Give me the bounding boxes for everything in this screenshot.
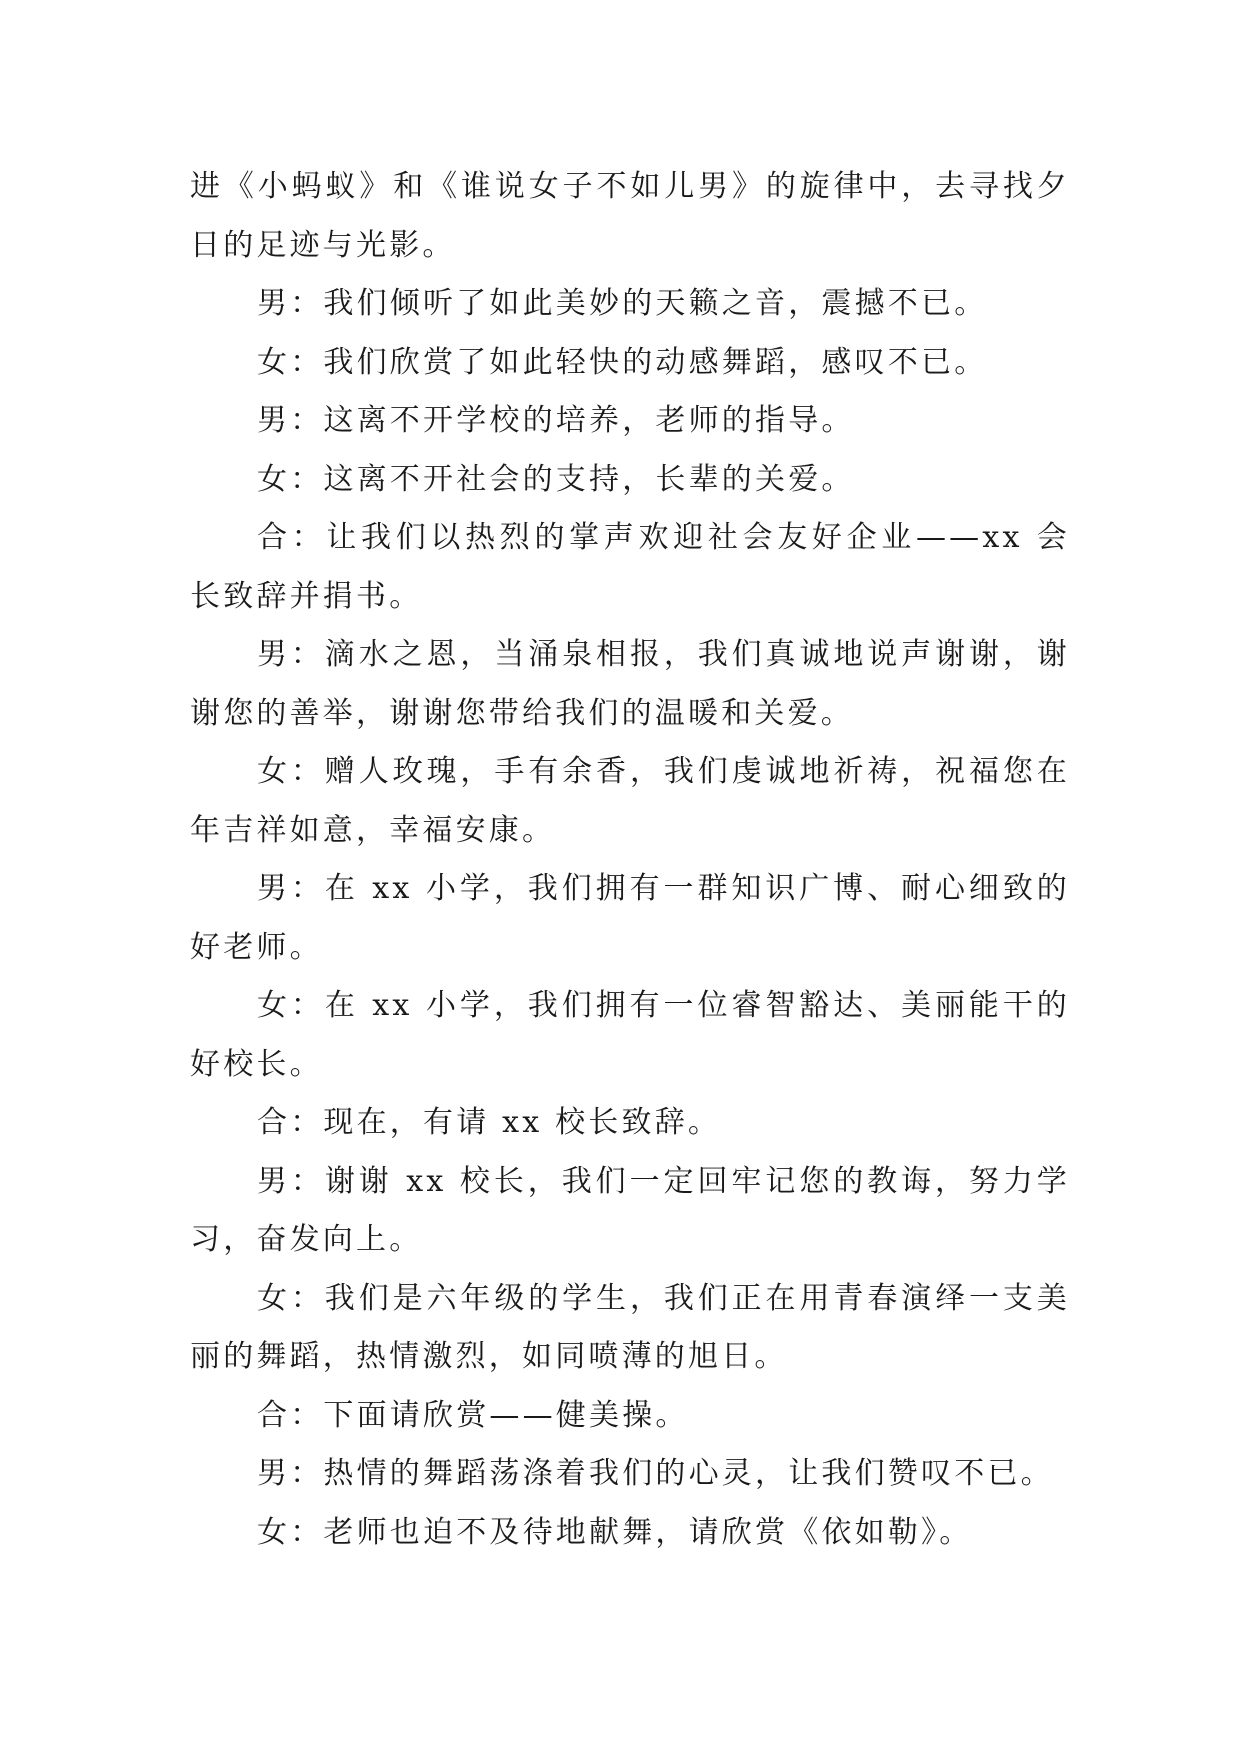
paragraph: 男：谢谢 xx 校长，我们一定回牢记您的教诲，努力学习，奋发向上。	[190, 1163, 1070, 1257]
paragraph: 女：赠人玫瑰，手有余香，我们虔诚地祈祷，祝福您在年吉祥如意，幸福安康。	[190, 754, 1070, 848]
paragraph: 男：热情的舞蹈荡涤着我们的心灵，让我们赞叹不已。	[257, 1456, 1054, 1491]
paragraph: 男：滴水之恩，当涌泉相报，我们真诚地说声谢谢，谢谢您的善举，谢谢您带给我们的温暖和关爱。	[190, 637, 1070, 731]
paragraph: 女：我们欣赏了如此轻快的动感舞蹈，感叹不已。	[257, 344, 988, 380]
paragraph: 女：在 xx 小学，我们拥有一位睿智豁达、美丽能干的好校长。	[190, 988, 1070, 1082]
paragraph: 女：我们是六年级的学生，我们正在用青春演绎一支美丽的舞蹈，热情激烈，如同喷薄的旭日。	[190, 1280, 1070, 1374]
paragraph: 男：在 xx 小学，我们拥有一群知识广博、耐心细致的好老师。	[190, 871, 1070, 965]
paragraph: 进《小蚂蚁》和《谁说女子不如儿男》的旋律中，去寻找夕日的足迹与光影。	[190, 169, 1070, 263]
paragraph: 女：这离不开社会的支持，长辈的关爱。	[257, 461, 855, 497]
document-body	[190, 158, 1070, 1562]
paragraph: 合：现在，有请 xx 校长致辞。	[257, 1105, 722, 1140]
paragraph: 男：这离不开学校的培养，老师的指导。	[257, 403, 855, 438]
paragraph: 合：让我们以热烈的掌声欢迎社会友好企业——xx 会长致辞并捐书。	[190, 520, 1070, 614]
paragraph: 合：下面请欣赏——健美操。	[257, 1397, 689, 1433]
paragraph: 男：我们倾听了如此美妙的天籁之音，震撼不已。	[257, 286, 988, 321]
paragraph: 女：老师也迫不及待地献舞，请欣赏《依如勒》。	[257, 1514, 973, 1550]
